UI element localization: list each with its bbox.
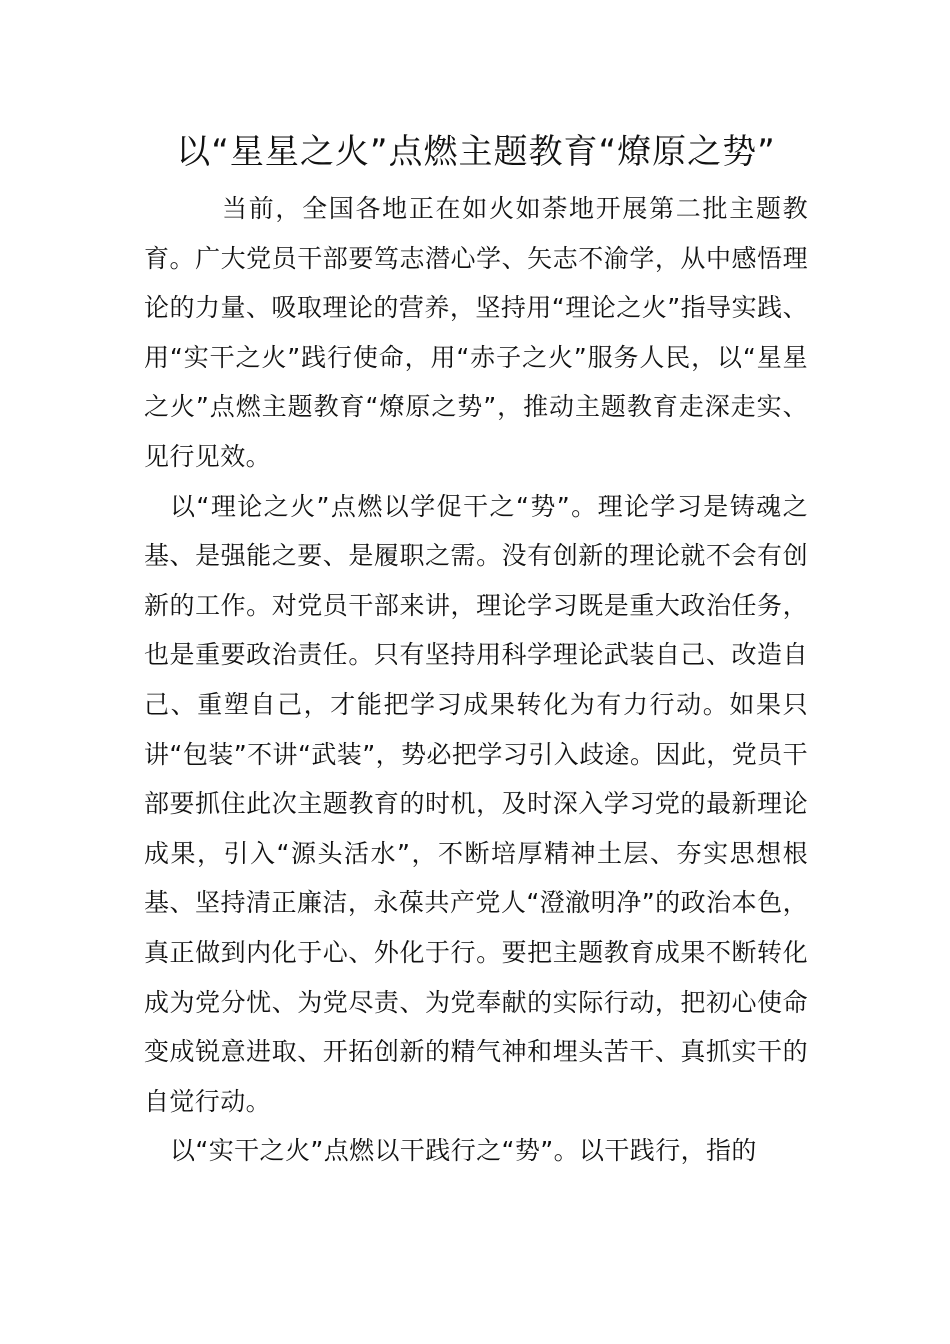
paragraph-practice: 以“实干之火”点燃以干践行之“势”。以干践行，指的 — [170, 1136, 757, 1166]
paragraph-intro: 当前，全国各地正在如火如荼地开展第二批主题教育。广大党员干部要笃志潜心学、矢志不渝学，从中感悟理论的力量、吸取理论的营养，坚持用“理论之火”指导实践、用“实干之火”践行使命，用“赤子之火”服务人民，以“星星之火”点燃主题教育“燎原之势”，推动主题教育走深走实、见行见效。 — [144, 194, 808, 471]
document-title: 以“星星之火”点燃主题教育“燎原之势” — [176, 132, 776, 172]
document-page — [144, 128, 808, 1176]
paragraph-theory: 以“理论之火”点燃以学促干之“势”。理论学习是铸魂之基、是强能之要、是履职之需。没有创新的理论就不会有创新的工作。对党员干部来讲，理论学习既是重大政治任务，也是重要政治责任。只有坚持用科学理论武装自己、改造自己、重塑自己，才能把学习成果转化为有力行动。如果只讲“包装”不讲“武装”，势必把学习引入歧途。因此，党员干部要抓住此次主题教育的时机，及时深入学习党的最新理论成果，引入“源头活水”，不断培厚精神土层、夯实思想根基、坚持清正廉洁，永葆共产党人“澄澈明净”的政治本色，真正做到内化于心、外化于行。要把主题教育成果不断转化成为党分忧、为党尽责、为党奉献的实际行动，把初心使命变成锐意进取、开拓创新的精气神和埋头苦干、真抓实干的自觉行动。 — [144, 491, 808, 1116]
